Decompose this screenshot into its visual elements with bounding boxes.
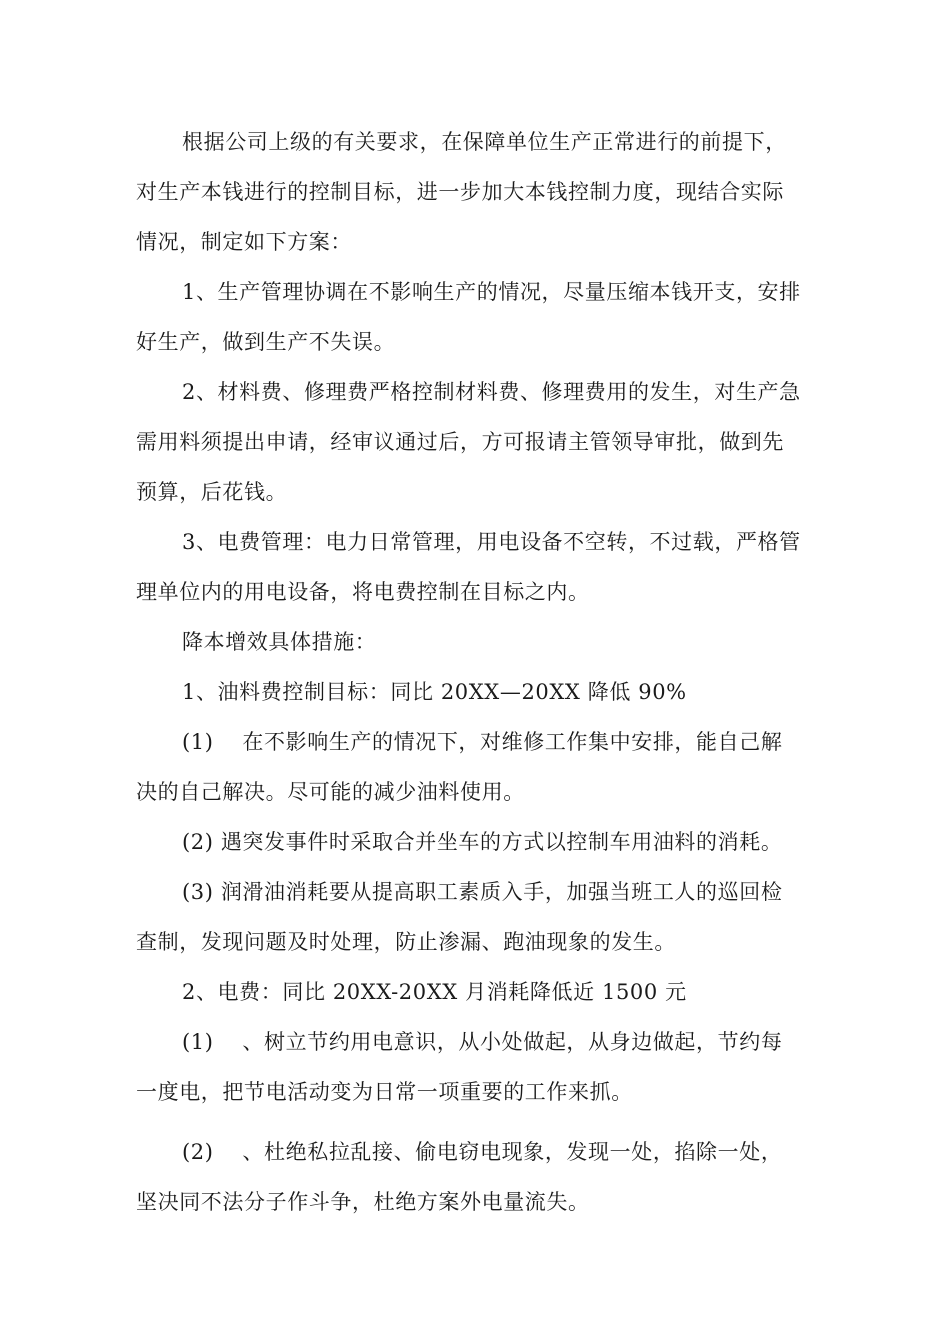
measures-heading: 降本增效具体措施： <box>182 630 377 654</box>
power-measure-2-line-2: 坚决同不法分子作斗争，杜绝方案外电量流失。 <box>136 1190 590 1214</box>
plan-item-3-line-1: 3、电费管理：电力日常管理，用电设备不空转，不过载，严格管 <box>182 530 801 554</box>
power-target-line: 2、电费：同比 20XX-20XX 月消耗降低近 1500 元 <box>182 980 687 1004</box>
fuel-measure-3-line-2: 查制，发现问题及时处理，防止渗漏、跑油现象的发生。 <box>136 930 676 954</box>
fuel-target-line: 1、油料费控制目标：同比 20XX—20XX 降低 90% <box>182 680 687 704</box>
fuel-measure-1-line-1: (1) 在不影响生产的情况下，对维修工作集中安排，能自己解 <box>182 730 783 754</box>
plan-item-1-line-1: 1、生产管理协调在不影响生产的情况，尽量压缩本钱开支，安排 <box>182 280 801 304</box>
fuel-measure-2-line: (2) 遇突发事件时采取合并坐车的方式以控制车用油料的消耗。 <box>182 830 783 854</box>
plan-item-3-line-2: 理单位内的用电设备，将电费控制在目标之内。 <box>136 580 590 604</box>
intro-line-1: 根据公司上级的有关要求，在保障单位生产正常进行的前提下， <box>182 130 787 154</box>
power-measure-1-line-1: (1) 、树立节约用电意识，从小处做起，从身边做起，节约每 <box>182 1030 783 1054</box>
intro-line-3: 情况，制定如下方案： <box>136 230 352 254</box>
power-measure-1-line-2: 一度电，把节电活动变为日常一项重要的工作来抓。 <box>136 1080 633 1104</box>
power-measure-2-line-1: (2) 、杜绝私拉乱接、偷电窃电现象，发现一处，掐除一处， <box>182 1140 783 1164</box>
plan-item-2-line-2: 需用料须提出申请，经审议通过后，方可报请主管领导审批，做到先 <box>136 430 784 454</box>
plan-item-1-line-2: 好生产，做到生产不失误。 <box>136 330 396 354</box>
plan-item-2-line-3: 预算，后花钱。 <box>136 480 288 504</box>
fuel-measure-1-line-2: 决的自己解决。尽可能的减少油料使用。 <box>136 780 525 804</box>
intro-line-2: 对生产本钱进行的控制目标，进一步加大本钱控制力度，现结合实际 <box>136 180 784 204</box>
fuel-measure-3-line-1: (3) 润滑油消耗要从提高职工素质入手，加强当班工人的巡回检 <box>182 880 783 904</box>
plan-item-2-line-1: 2、材料费、修理费严格控制材料费、修理费用的发生，对生产急 <box>182 380 801 404</box>
